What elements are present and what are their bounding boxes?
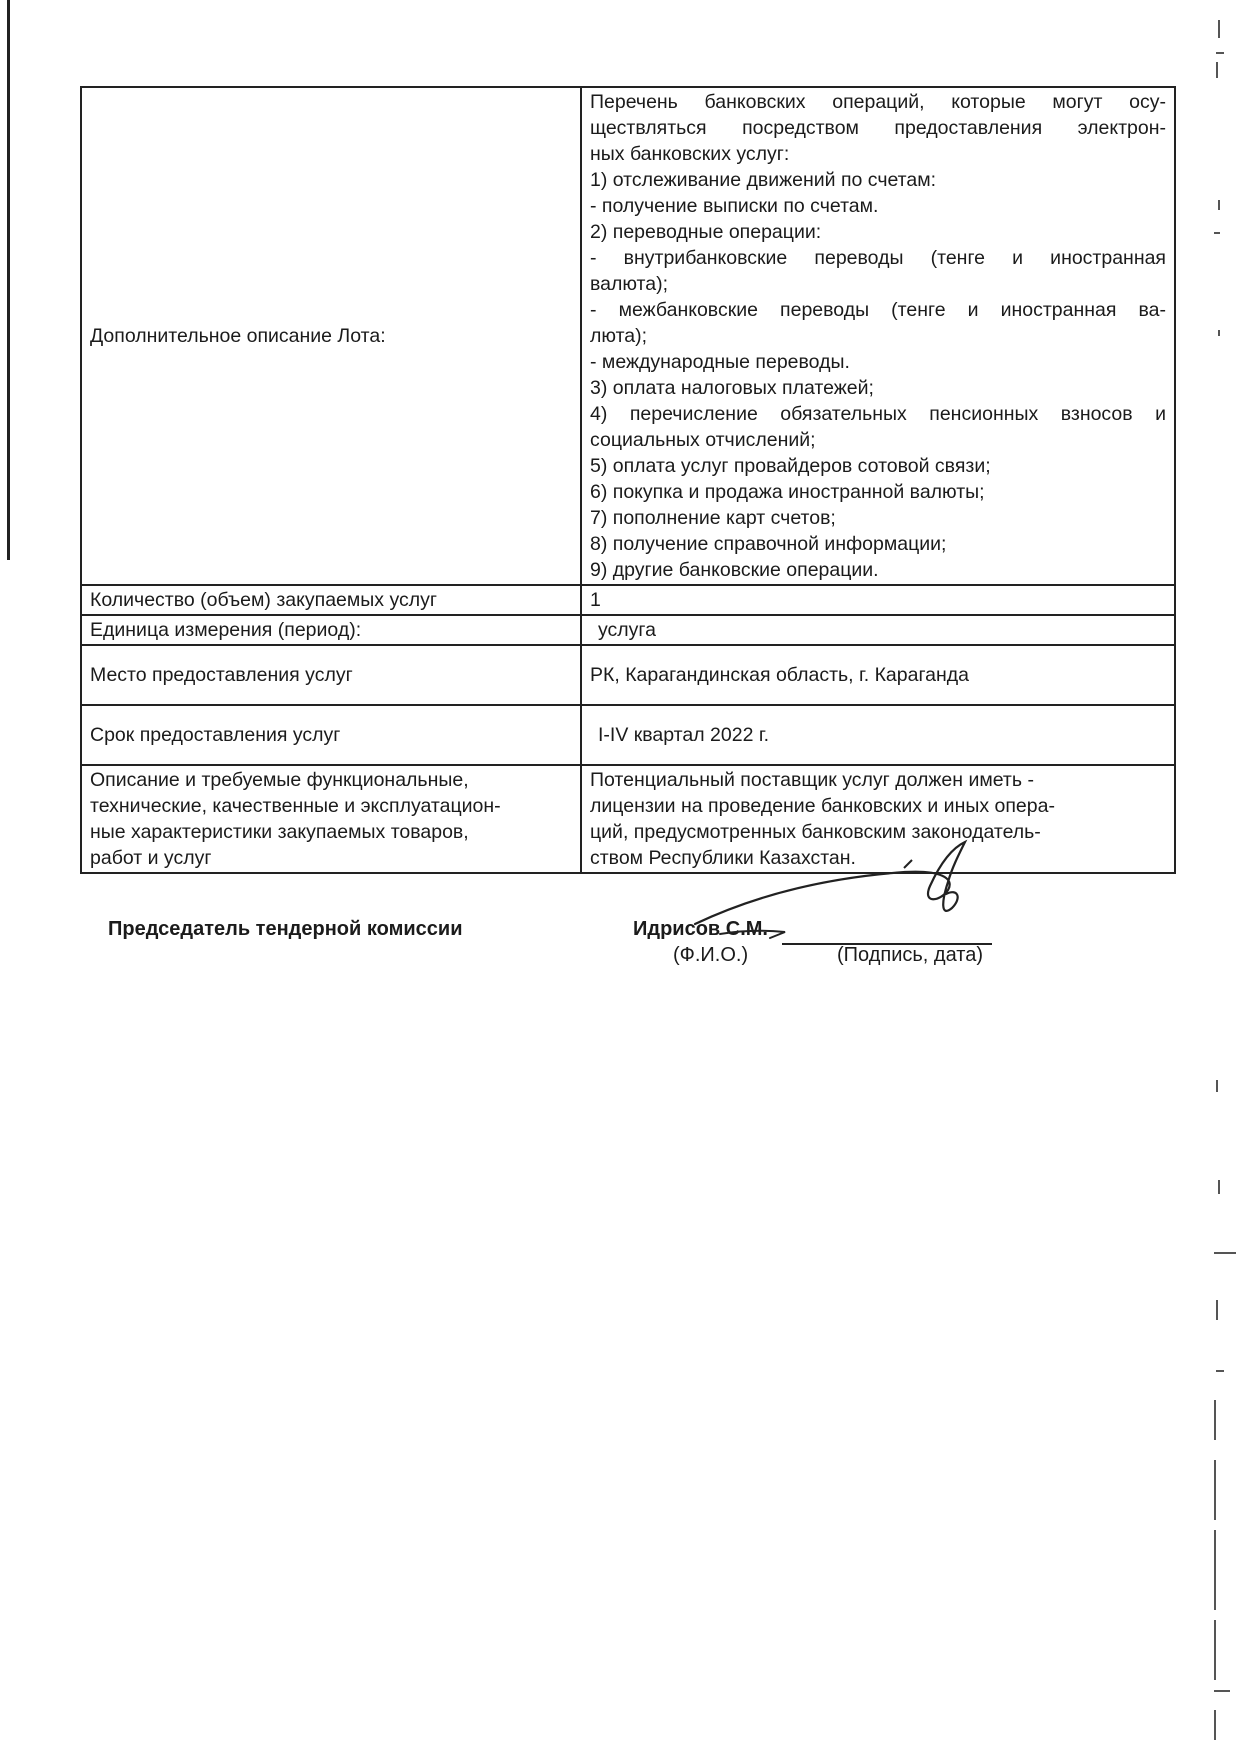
row-label — [81, 765, 581, 873]
desc-line: социальных отчислений; — [590, 429, 816, 451]
desc-line: валюта); — [590, 273, 669, 295]
desc-line: 2) переводные операции: — [590, 221, 822, 243]
desc-line: ществляться посредством предоставления электрон- — [590, 117, 1166, 139]
table-row — [81, 585, 1175, 615]
desc-line: - внутрибанковские переводы (тенге и иностранная — [590, 247, 1166, 269]
table-row — [81, 705, 1175, 765]
row-value: I-IV квартал 2022 г. — [581, 705, 1175, 765]
value-line: ций, предусмотренных банковским законодатель- — [590, 821, 1041, 843]
desc-line: люта); — [590, 325, 648, 347]
desc-line: - получение выписки по счетам. — [590, 195, 879, 217]
sign-date-caption: (Подпись, дата) — [837, 944, 983, 966]
desc-line: 7) пополнение карт счетов; — [590, 507, 836, 529]
value-line: ством Республики Казахстан. — [590, 847, 856, 869]
label-line: ные характеристики закупаемых товаров, — [90, 821, 469, 843]
scan-margin-line — [7, 0, 10, 560]
lot-details-table — [80, 86, 1176, 874]
label-line: работ и услуг — [90, 847, 212, 869]
desc-line: 6) покупка и продажа иностранной валюты; — [590, 481, 985, 503]
scan-edge-artifacts — [1200, 0, 1240, 1754]
table-row — [81, 87, 1175, 585]
signatory-name: Идрисов С.М. — [633, 918, 768, 940]
row-label: Количество (объем) закупаемых услуг — [81, 585, 581, 615]
label-line: Описание и требуемые функциональные, — [90, 769, 469, 791]
value-line: лицензии на проведение банковских и иных опера- — [590, 795, 1055, 817]
row-value: РК, Карагандинская область, г. Караганда — [581, 645, 1175, 705]
desc-line: ных банковских услуг: — [590, 143, 790, 165]
desc-line: - международные переводы. — [590, 351, 850, 373]
desc-line: 1) отслеживание движений по счетам: — [590, 169, 937, 191]
label-line: технические, качественные и эксплуатацион- — [90, 795, 501, 817]
chairman-title: Председатель тендерной комиссии — [108, 918, 463, 940]
row-label: Место предоставления услуг — [81, 645, 581, 705]
desc-line: 5) оплата услуг провайдеров сотовой связи; — [590, 455, 991, 477]
desc-line: 3) оплата налоговых платежей; — [590, 377, 874, 399]
handwritten-signature — [690, 838, 1010, 948]
desc-line: Перечень банковских операций, которые могут осу- — [590, 91, 1166, 113]
desc-line: 9) другие банковские операции. — [590, 559, 879, 581]
row-label: Дополнительное описание Лота: — [81, 87, 581, 585]
table-row — [81, 765, 1175, 873]
table-row — [81, 645, 1175, 705]
desc-line: 8) получение справочной информации; — [590, 533, 947, 555]
row-value — [581, 87, 1175, 585]
table-row — [81, 615, 1175, 645]
desc-line: - межбанковские переводы (тенге и иностранная ва- — [590, 299, 1166, 321]
fio-caption: (Ф.И.О.) — [673, 944, 749, 966]
row-value: 1 — [581, 585, 1175, 615]
row-label: Срок предоставления услуг — [81, 705, 581, 765]
row-label: Единица измерения (период): — [81, 615, 581, 645]
value-line: Потенциальный поставщик услуг должен иметь - — [590, 769, 1034, 791]
desc-line: 4) перечисление обязательных пенсионных взносов и — [590, 403, 1166, 425]
row-value: услуга — [581, 615, 1175, 645]
